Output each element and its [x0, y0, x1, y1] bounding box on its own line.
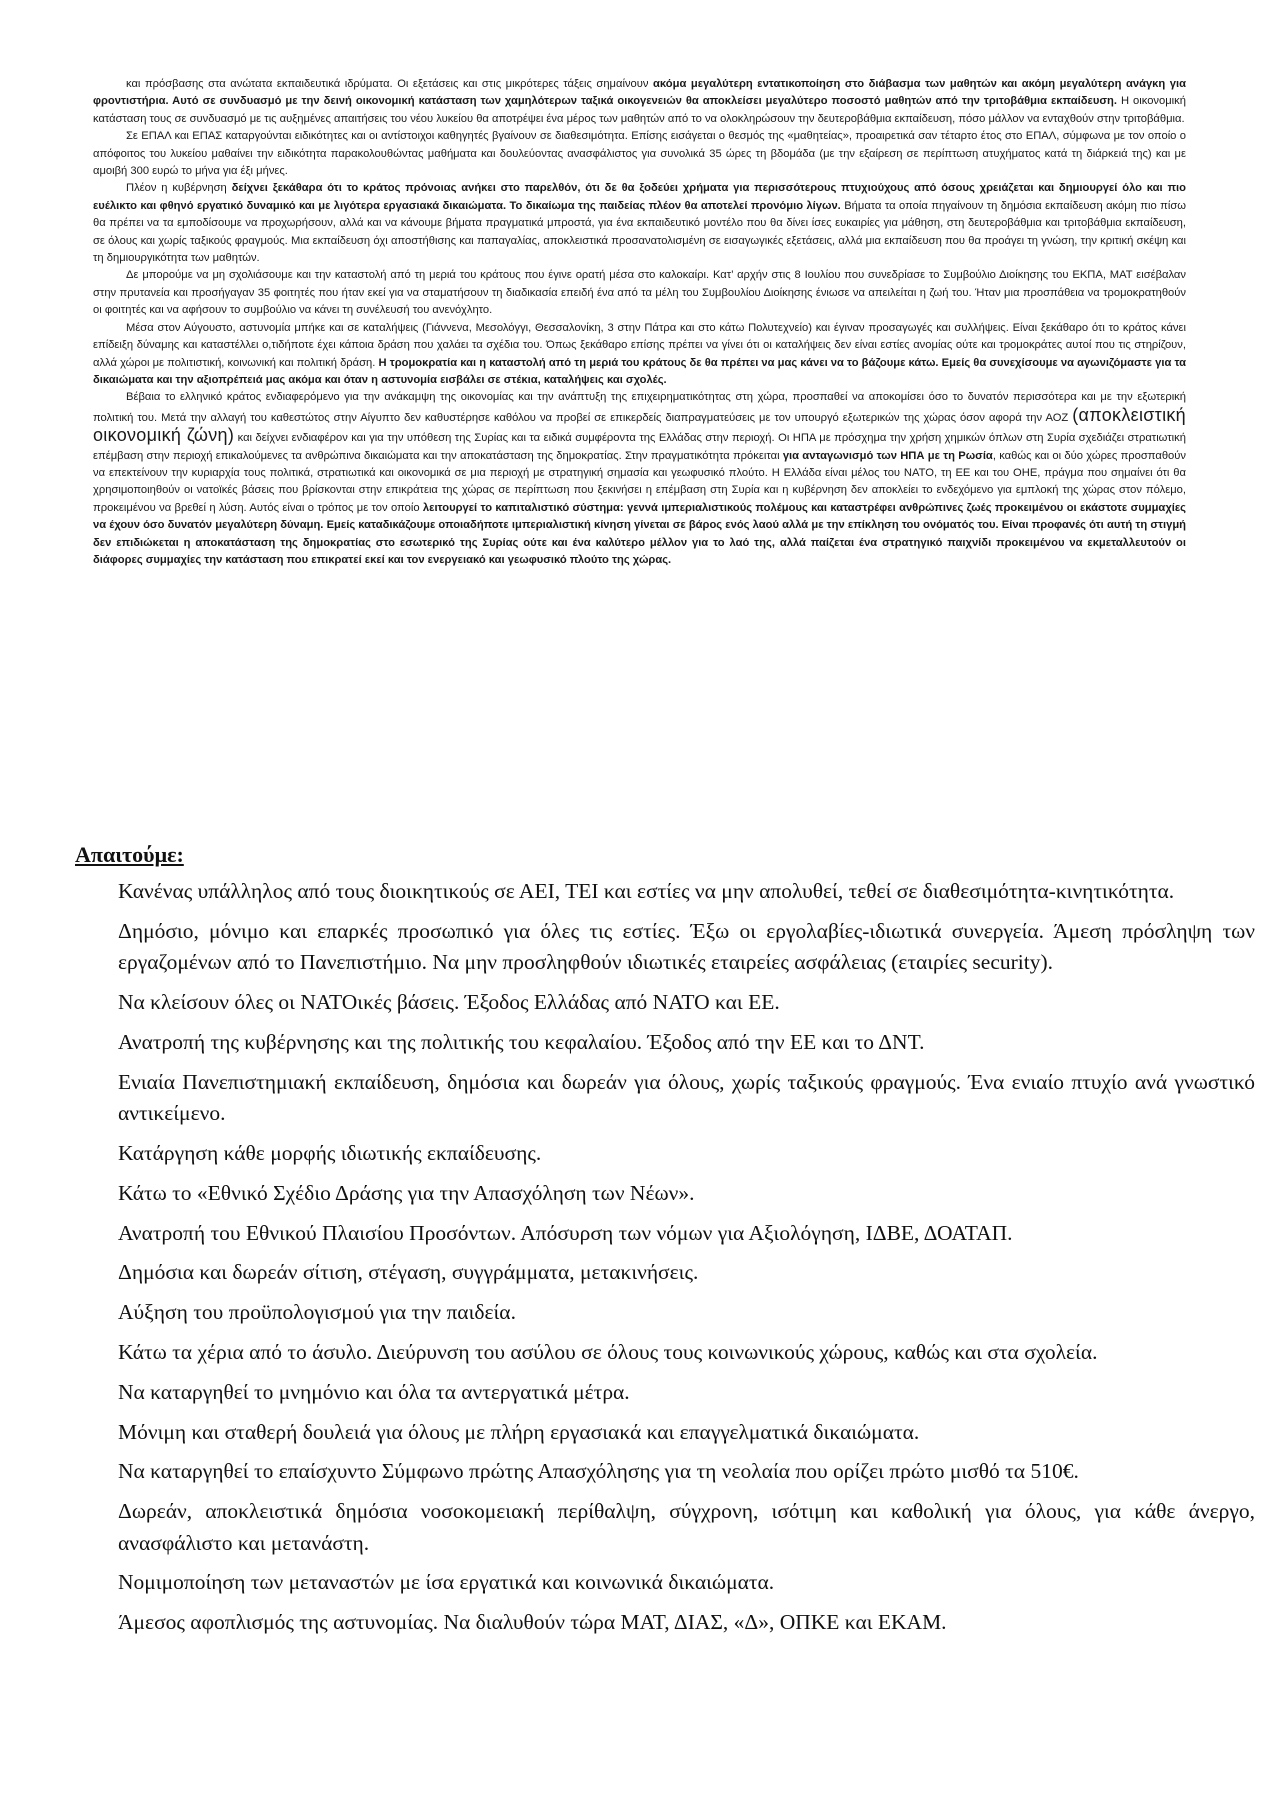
demands-section — [75, 840, 1255, 1647]
bold-text-run: ακόμα μεγαλύτερη εντατικοποίηση στο διάβασμα των μαθητών και ακόμη μεγαλύτερη ανάγκη για φροντιστήρια. Αυτό σε συνδυασμό με την δεινή οικονομική κατάσταση των χαμηλότερων ταξικά οικογενειών θα αποκλείσει μεγαλύτερο ποσοστό μαθητών από την τριτοβάθμια εκπαίδευση. — [93, 78, 1186, 108]
list-item — [75, 1067, 1255, 1130]
text-run: Βήματα τα οποία πηγαίνουν τη δημόσια εκπαίδευση ακόμη πιο πίσω θα πρέπει να τα εμποδίσουμε να προχωρήσουν, αλλά και να κάνουμε βήματα πραγματικά μπροστά, για ένα εκπαιδευτικό μοντέλο που θα δίνει ίσες ευκαιρίες για μάθηση, στη δευτεροβάθμια και τριτοβάθμια εκπαίδευση, σε όλους και χωρίς ταξικούς φραγμούς. Μια εκπαίδευση όχι αποστήθισης και παπαγαλίας, αποκλειστικά προσανατολισμένη σε εισαγωγικές εξετάσεις, αλλά μια εκπαίδευση που θα προάγει τη γνώση, την κριτική σκέψη και τη δημιουργικότητα των μαθητών. — [93, 199, 1186, 265]
text-run: Η οικονομική κατάσταση τους σε συνδυασμό με τις αυξημένες απαιτήσεις του νέου λυκείου θα αποτρέψει ένα μέρος των μαθητών από το να ολοκληρώσουν την δευτεροβάθμια εκπαίδευση, πόσο μάλλον να ενταχθούν στην τριτοβάθμια. — [93, 95, 1186, 125]
paragraph — [93, 76, 1186, 128]
list-item — [75, 1377, 1255, 1409]
paragraph — [93, 180, 1186, 267]
list-item — [75, 1567, 1255, 1599]
demand-text: Νομιμοποίηση των μεταναστών με ίσα εργατικά και κοινωνικά δικαιώματα. — [118, 1570, 775, 1595]
text-run: Μέσα στον Αύγουστο, αστυνομία μπήκε και σε καταλήψεις (Γιάννενα, Μεσολόγγι, Θεσσαλονίκη, 3 στην Πάτρα και στο κάτω Πολυτεχνείο) και έγιναν προσαγωγές και συλλήψεις. Είναι ξεκάθαρο ότι το κράτος κάνει επίδειξη δύναμης και καταστέλλει ο,τιδήποτε έχει κάποια δράση που χαλάει τα σχέδια του. Όπως ξεκάθαρο επίσης πρέπει να γίνει ότι οι καταλήψεις δεν είναι εστίες ανομίας ούτε και τρομοκράτες αυτοί που τις στηρίζουν, αλλά χώροι με πολιτιστική, κοινωνική και πολιτική δράση. — [93, 321, 1186, 369]
text-run: Σε ΕΠΑΛ και ΕΠΑΣ καταργούνται ειδικότητες και οι αντίστοιχοι καθηγητές βγαίνουν σε διαθεσιμότητα. Επίσης εισάγεται ο θεσμός της «μαθητείας», προαιρετικά σαν τέταρτο έτος στο ΕΠΑΛ, σύμφωνα με τον οποίο ο απόφοιτος του λυκείου μαθαίνει την ειδικότητα παρακολουθώντας μαθήματα και δουλεύοντας ανασφάλιστος για συνολικά 35 ώρες τη βδομάδα (με την εξαίρεση σε περίπτωση ατυχήματος κατά τη διάρκειά της) και με αμοιβή 300 ευρώ το μήνα για έξι μήνες. — [93, 130, 1186, 178]
paragraph — [93, 128, 1186, 180]
article-body — [93, 76, 1186, 569]
demand-text: Να καταργηθεί το επαίσχυντο Σύμφωνο πρώτης Απασχόλησης για τη νεολαία που ορίζει πρώτο μισθό τα 510€. — [118, 1459, 1079, 1484]
list-item — [75, 987, 1255, 1019]
demand-text: Ανατροπή του Εθνικού Πλαισίου Προσόντων. Απόσυρση των νόμων για Αξιολόγηση, ΙΔΒΕ, ΔΟΑΤΑΠ. — [118, 1220, 1013, 1245]
list-item — [75, 1417, 1255, 1449]
bold-text-run: λειτουργεί το καπιταλιστικό σύστημα: γεννά ιμπεριαλιστικούς πολέμους και καταστρέφει ανθρώπινες ζωές προκειμένου οι εκάστοτε συμμαχίες να έχουν όσο δυνατόν μεγαλύτερη δύναμη. Εμείς καταδικάζουμε οποιαδήποτε ιμπεριαλιστική κίνηση γίνεται σε βάρος ενός λαού αλλά με την επίκληση του ονόματός του. Είναι προφανές ότι αυτή τη στιγμή δεν επιδιώκεται η αποκατάσταση της δημοκρατίας στο εσωτερικό της Συρίας ούτε και ένα καλύτερο μέλλον για το λαό της, αλλά παίζεται ένα στρατηγικό παιχνίδι προκειμένου να εκμεταλλευτούν οι διάφορες συμμαχίες την κατάσταση που επικρατεί εκεί και τον ενεργειακό και γεωφυσικό πλούτο της χώρας. — [93, 501, 1186, 566]
text-run: Βέβαια το ελληνικό κράτος ενδιαφερόμενο για την ανάκαμψη της οικονομίας και την ανάπτυξη της επιχειρηματικότητας στη χώρα, προσπαθεί να αποκομίσει όσο το δυνατόν περισσότερα και με την εξωτερική πολιτική του. Μετά την αλλαγή του καθεστώτος στην Αίγυπτο δεν καθυστέρησε καθόλου να προβεί σε επικερδείς διαπραγματεύσεις με τον υπουργό εξωτερικών της χώρας όσον αφορά την ΑΟΖ — [93, 391, 1186, 424]
bold-text-run: για ανταγωνισμό των ΗΠΑ με τη Ρωσία — [782, 449, 993, 462]
demand-text: Ενιαία Πανεπιστημιακή εκπαίδευση, δημόσια και δωρεάν για όλους, χωρίς ταξικούς φραγμούς. Ένα ενιαίο πτυχίο ανά γνωστικό αντικείμενο. — [118, 1069, 1255, 1126]
text-run: (αποκλειστική οικονομική ζώνη) — [93, 404, 1186, 446]
text-run: και πρόσβασης στα ανώτατα εκπαιδευτικά ιδρύματα. Οι εξετάσεις και στις μικρότερες τάξεις σημαίνουν — [126, 78, 654, 90]
demand-text: Άμεσος αφοπλισμός της αστυνομίας. Να διαλυθούν τώρα ΜΑΤ, ΔΙΑΣ, «Δ», ΟΠΚΕ και ΕΚΑΜ. — [118, 1610, 947, 1635]
demand-text: Κάτω τα χέρια από το άσυλο. Διεύρυνση του ασύλου σε όλους τους κοινωνικούς χώρους, καθώς και στα σχολεία. — [118, 1339, 1098, 1364]
demand-text: Μόνιμη και σταθερή δουλειά για όλους με πλήρη εργασιακά και επαγγελματικά δικαιώματα. — [118, 1419, 920, 1444]
list-item — [75, 916, 1255, 979]
demand-text: Να κλείσουν όλες οι ΝΑΤΟικές βάσεις. Έξοδος Ελλάδας από ΝΑΤΟ και ΕΕ. — [118, 990, 780, 1015]
demand-text: Κατάργηση κάθε μορφής ιδιωτικής εκπαίδευσης. — [118, 1140, 542, 1165]
demand-text: Κάτω το «Εθνικό Σχέδιο Δράσης για την Απασχόληση των Νέων». — [118, 1180, 695, 1205]
list-item — [75, 1456, 1255, 1488]
list-item — [75, 1297, 1255, 1329]
demand-text: Να καταργηθεί το μνημόνιο και όλα τα αντεργατικά μέτρα. — [118, 1379, 630, 1404]
paragraph — [93, 389, 1186, 569]
list-item — [75, 1337, 1255, 1369]
demand-text: Ανατροπή της κυβέρνησης και της πολιτικής του κεφαλαίου. Έξοδος από την ΕΕ και το ΔΝΤ. — [118, 1029, 925, 1054]
demand-text: Δημόσια και δωρεάν σίτιση, στέγαση, συγγράμματα, μετακινήσεις. — [118, 1260, 699, 1285]
list-item — [75, 1138, 1255, 1170]
list-item — [75, 1607, 1255, 1639]
demand-text: Δωρεάν, αποκλειστικά δημόσια νοσοκομειακή περίθαλψη, σύγχρονη, ισότιμη και καθολική για όλους, για κάθε άνεργο, ανασφάλιστο και μετανάστη. — [118, 1499, 1255, 1555]
list-item — [75, 1027, 1255, 1059]
demands-heading: Απαιτούμε: — [75, 842, 184, 867]
bold-text-run: δείχνει ξεκάθαρα ότι το κράτος πρόνοιας ανήκει στο παρελθόν, ότι δε θα ξοδεύει χρήματα για περισσότερους πτυχιούχους από όσους χρειάζεται και δημιουργεί όλο και πιο ευέλικτο και φθηνό εργατικό δυναμικό και με λιγότερα εργασιακά δικαιώματα. Το δικαίωμα της παιδείας πλέον θα αποτελεί προνόμιο λίγων. — [93, 182, 1186, 212]
demand-text: Αύξηση του προϋπολογισμού για την παιδεία. — [118, 1300, 516, 1325]
list-item — [75, 876, 1255, 908]
paragraph — [93, 320, 1186, 390]
demand-text: Δημόσιο, μόνιμο και επαρκές προσωπικό για όλες τις εστίες. Έξω οι εργολαβίες-ιδιωτικά συνεργεία. Άμεση πρόσληψη των εργαζομένων από το Πανεπιστήμιο. Να μην προσληφθούν ιδιωτικές εταιρείες ασφάλειας (εταιρίες security). — [118, 918, 1255, 975]
list-item — [75, 1496, 1255, 1559]
list-item — [75, 1218, 1255, 1250]
list-item — [75, 1257, 1255, 1289]
list-item — [75, 1178, 1255, 1210]
demands-list — [75, 876, 1255, 1639]
text-run: , καθώς και οι δύο χώρες προσπαθούν να επεκτείνουν την κυριαρχία τους πολιτικά, στρατιωτικά και οικονομικά σε μια περιοχή με στρατηγική σημασία και γεωφυσικό πλούτο. Η Ελλάδα είναι μέλος του ΝΑΤΟ, τη ΕΕ και του ΟΗΕ, πράγμα που σημαίνει ότι θα χρησιμοποιηθούν οι νατοϊκές βάσεις που βρίσκονται στην επικράτεια της χώρας σε περίπτωση που ξεκινήσει η επέμβαση στη Συρία και η κυβέρνηση δεν αποκλείει το ενδεχόμενο για εμπλοκή της χώρας στον πόλεμο, προκειμένου να βρεθεί η λύση. Αυτός είναι ο τρόπος με τον οποίο — [93, 449, 1186, 514]
text-run: Δε μπορούμε να μη σχολιάσουμε και την καταστολή από τη μεριά του κράτους που έγινε ορατή μέσα στο καλοκαίρι. Κατ’ αρχήν στις 8 Ιουλίου που συνεδρίασε το Συμβούλιο Διοίκησης του ΕΚΠΑ, ΜΑΤ εισέβαλαν στην πρυτανεία και προσήγαγαν 35 φοιτητές που ήταν εκεί για να σταματήσουν τη διαδικασία επειδή ένα από τα μέλη του Συμβουλίου Διοίκησης ένιωσε να απειλείται η ζωή του. Ήταν μια προσπάθεια να τρομοκρατηθούν οι φοιτητές και να αφήσουν το συμβούλιο να κάνει τη συνέλευσή του ανενόχλητο. — [93, 269, 1186, 317]
text-run: και δείχνει ενδιαφέρον και για την υπόθεση της Συρίας και τα ειδικά συμφέροντα της Ελλάδας στην περιοχή. Οι ΗΠΑ με πρόσχημα την χρήση χημικών όπλων στη Συρία σχεδιάζει στρατιωτική επέμβαση στην περιοχή επικαλούμενες τα ανθρώπινα δικαιώματα και την αποκατάσταση της δημοκρατίας. Στην πραγματικότητα πρόκειται — [93, 432, 1186, 462]
paragraph — [93, 267, 1186, 319]
text-run: Πλέον η κυβέρνηση — [126, 182, 232, 195]
demand-text: Κανένας υπάλληλος από τους διοικητικούς σε ΑΕΙ, ΤΕΙ και εστίες να μην απολυθεί, τεθεί σε διαθεσιμότητα-κινητικότητα. — [118, 879, 1175, 903]
bold-text-run: Η τρομοκρατία και η καταστολή από τη μεριά του κράτους δε θα πρέπει να μας κάνει να το βάζουμε κάτω. Εμείς θα συνεχίσουμε να αγωνιζόμαστε για τα δικαιώματα και την αξιοπρέπειά μας ακόμα και όταν η αστυνομία εισβάλει σε στέκια, καταλήψεις και σχολές. — [93, 356, 1186, 386]
